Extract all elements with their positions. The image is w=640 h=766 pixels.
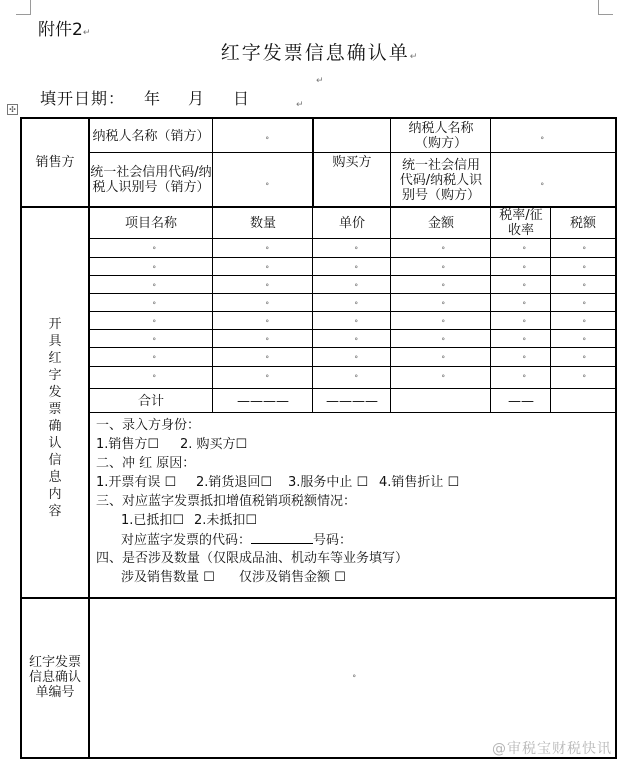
cell-end-mark: ˳ — [265, 240, 270, 250]
cell-end-mark: ˳ — [354, 368, 359, 378]
cell-end-mark: ˳ — [265, 277, 270, 287]
cell-end-mark: ˳ — [522, 277, 527, 287]
cell-end-mark: ˳ — [582, 295, 587, 305]
total-tax-field[interactable] — [552, 390, 614, 412]
q2-option-discount[interactable]: 4.销售折让 ☐ — [379, 475, 460, 490]
buyer-id-field[interactable] — [492, 154, 614, 206]
blue-invoice-code-row — [121, 532, 352, 549]
cell-end-mark: ˳ — [265, 130, 270, 140]
page-corner-mark — [598, 0, 613, 15]
seller-name-label: 纳税人名称（销方） — [92, 128, 210, 144]
cell-end-mark: ˳ — [265, 295, 270, 305]
q3-title: 三、对应蓝字发票抵扣增值税销项税额情况： — [96, 494, 357, 509]
table-rule — [88, 366, 615, 367]
table-rule — [490, 206, 491, 412]
cell-end-mark: ˳ — [582, 349, 587, 359]
table-rule — [88, 275, 615, 276]
table-rule — [615, 117, 617, 759]
confirm-number-field[interactable] — [90, 598, 614, 756]
cell-end-mark: ˳ — [441, 295, 446, 305]
col-header-tax-rate: 税率/征收率 — [499, 208, 543, 238]
total-price-placeholder: ———— — [326, 393, 378, 409]
col-header-amount: 金额 — [427, 215, 454, 231]
confirm-number-label: 红字发票信息确认单编号 — [28, 654, 81, 700]
cell-end-mark: ˳ — [354, 240, 359, 250]
table-rule — [390, 206, 391, 412]
cell-end-mark: ˳ — [441, 331, 446, 341]
checkbox-icon[interactable]: ☐ — [203, 570, 215, 585]
cell-end-mark: ˳ — [522, 295, 527, 305]
table-rule — [88, 311, 615, 312]
cell-end-mark: ˳ — [265, 176, 270, 186]
section-label-content: 开具红字发票确认信息内容 — [48, 317, 62, 519]
cell-end-mark: ˳ — [265, 313, 270, 323]
seller-id-label: 统一社会信用代码/纳税人识别号（销方） — [90, 165, 212, 195]
cell-end-mark: ˳ — [441, 259, 446, 269]
table-rule — [312, 206, 313, 412]
q1-title: 一、录入方身份： — [96, 418, 201, 433]
checkbox-icon[interactable]: ☐ — [447, 475, 460, 490]
cell-end-mark: ˳ — [441, 349, 446, 359]
watermark: @审税宝财税快讯 — [492, 741, 612, 757]
q2-option-suspend[interactable]: 3.服务中止 ☐ — [288, 475, 369, 490]
checkbox-icon[interactable]: ☐ — [164, 475, 177, 490]
cell-end-mark: ˳ — [152, 295, 157, 305]
buyer-label: 购买方 — [332, 154, 372, 170]
col-header-item-name: 项目名称 — [124, 215, 177, 231]
cell-end-mark: ˳ — [522, 240, 527, 250]
cell-end-mark: ˳ — [582, 368, 587, 378]
q4-option-amount[interactable]: 仅涉及销售金额 ☐ — [239, 570, 346, 585]
date-label: 填开日期： — [40, 89, 126, 108]
cell-end-mark: ˳ — [441, 240, 446, 250]
q1-option-seller[interactable]: 1.销售方☐ — [96, 437, 160, 452]
table-rule — [88, 347, 615, 348]
q2-option-error[interactable]: 1.开票有误 ☐ — [96, 475, 177, 490]
seller-label: 销售方 — [35, 154, 75, 170]
col-header-tax-amount: 税额 — [569, 215, 596, 231]
buyer-id-label: 统一社会信用代码/纳税人识别号（购方） — [399, 157, 483, 203]
q4-option-quantity[interactable]: 涉及销售数量 ☐ — [121, 570, 215, 585]
cell-end-mark: ˳ — [265, 368, 270, 378]
cell-end-mark: ˳ — [354, 313, 359, 323]
buyer-name-label: 纳税人名称（购方） — [408, 121, 474, 151]
q4-title: 四、是否涉及数量（仅限成品油、机动车等业务填写） — [96, 551, 409, 566]
cell-end-mark: ˳ — [582, 331, 587, 341]
blue-invoice-code-label: 对应蓝字发票的代码： — [121, 533, 252, 548]
attachment-label: 附件2↵ — [38, 20, 91, 40]
table-rule — [212, 206, 213, 412]
cell-end-mark: ˳ — [265, 349, 270, 359]
cell-end-mark: ˳ — [522, 368, 527, 378]
checkbox-icon[interactable]: ☐ — [334, 570, 346, 585]
cell-end-mark: ˳ — [582, 313, 587, 323]
total-label: 合计 — [137, 393, 164, 409]
cell-end-mark: ˳ — [441, 368, 446, 378]
cell-end-mark: ˳ — [441, 313, 446, 323]
total-amount-field[interactable] — [392, 390, 490, 412]
cell-end-mark: ˳ — [152, 240, 157, 250]
cell-end-mark: ˳ — [540, 130, 545, 140]
checkbox-icon[interactable]: ☐ — [147, 437, 160, 452]
table-rule — [88, 257, 615, 258]
table-rule — [88, 293, 615, 294]
paragraph-mark: ↵ — [316, 76, 324, 86]
cell-end-mark: ˳ — [441, 277, 446, 287]
form-title: 红字发票信息确认单↵ — [220, 42, 420, 64]
cell-end-mark: ˳ — [522, 349, 527, 359]
q3-option-not-deducted[interactable]: 2.未抵扣☐ — [194, 513, 258, 528]
checkbox-icon[interactable]: ☐ — [172, 513, 185, 528]
cell-end-mark: ˳ — [152, 349, 157, 359]
blue-invoice-number-label: 号码： — [313, 533, 353, 548]
table-rule — [550, 206, 551, 412]
table-rule — [390, 117, 391, 206]
buyer-name-field[interactable] — [492, 120, 614, 152]
table-rule — [88, 412, 615, 413]
seller-id-field[interactable] — [214, 154, 312, 206]
checkbox-icon[interactable]: ☐ — [235, 437, 248, 452]
cell-end-mark: ˳ — [265, 331, 270, 341]
cell-end-mark: ˳ — [582, 259, 587, 269]
cell-end-mark: ˳ — [354, 331, 359, 341]
cell-end-mark: ˳ — [354, 277, 359, 287]
q3-option-deducted[interactable]: 1.已抵扣☐ — [121, 513, 185, 528]
q2-option-return[interactable]: 2.销货退回☐ — [196, 475, 273, 490]
checkbox-icon[interactable]: ☐ — [245, 513, 258, 528]
col-header-quantity: 数量 — [249, 215, 276, 231]
total-rate-placeholder: —— — [508, 393, 534, 409]
col-header-unit-price: 单价 — [338, 215, 365, 231]
table-rule — [88, 388, 615, 389]
cell-end-mark: ˳ — [522, 331, 527, 341]
page-corner-mark — [16, 0, 31, 15]
cell-end-mark: ˳ — [352, 668, 357, 678]
cell-end-mark: ˳ — [152, 331, 157, 341]
checkbox-icon[interactable]: ☐ — [356, 475, 369, 490]
cell-end-mark: ˳ — [354, 259, 359, 269]
date-month: 月 — [188, 89, 205, 108]
cell-end-mark: ˳ — [152, 368, 157, 378]
cell-end-mark: ˳ — [522, 259, 527, 269]
table-rule — [212, 117, 213, 206]
table-move-handle[interactable]: ✣ — [7, 104, 18, 115]
date-day: 日 — [233, 89, 250, 108]
q2-title: 二、冲 红 原因： — [96, 456, 196, 471]
date-year: 年 — [144, 89, 161, 108]
cell-end-mark: ˳ — [354, 349, 359, 359]
cell-end-mark: ˳ — [354, 295, 359, 305]
cell-end-mark: ˳ — [582, 277, 587, 287]
cell-end-mark: ˳ — [152, 259, 157, 269]
table-rule — [88, 238, 615, 239]
total-quantity-placeholder: ———— — [237, 393, 289, 409]
cell-end-mark: ˳ — [582, 240, 587, 250]
cell-end-mark: ˳ — [522, 313, 527, 323]
paragraph-mark: ↵ — [296, 100, 304, 110]
checkbox-icon[interactable]: ☐ — [260, 475, 273, 490]
q1-option-buyer[interactable]: 2. 购买方☐ — [180, 437, 248, 452]
blue-invoice-code-field[interactable] — [251, 532, 313, 544]
cell-end-mark: ˳ — [265, 259, 270, 269]
seller-name-field[interactable] — [214, 120, 312, 152]
cell-end-mark: ˳ — [152, 277, 157, 287]
table-rule — [490, 117, 491, 206]
table-rule — [88, 329, 615, 330]
cell-end-mark: ˳ — [152, 313, 157, 323]
cell-end-mark: ˳ — [540, 176, 545, 186]
